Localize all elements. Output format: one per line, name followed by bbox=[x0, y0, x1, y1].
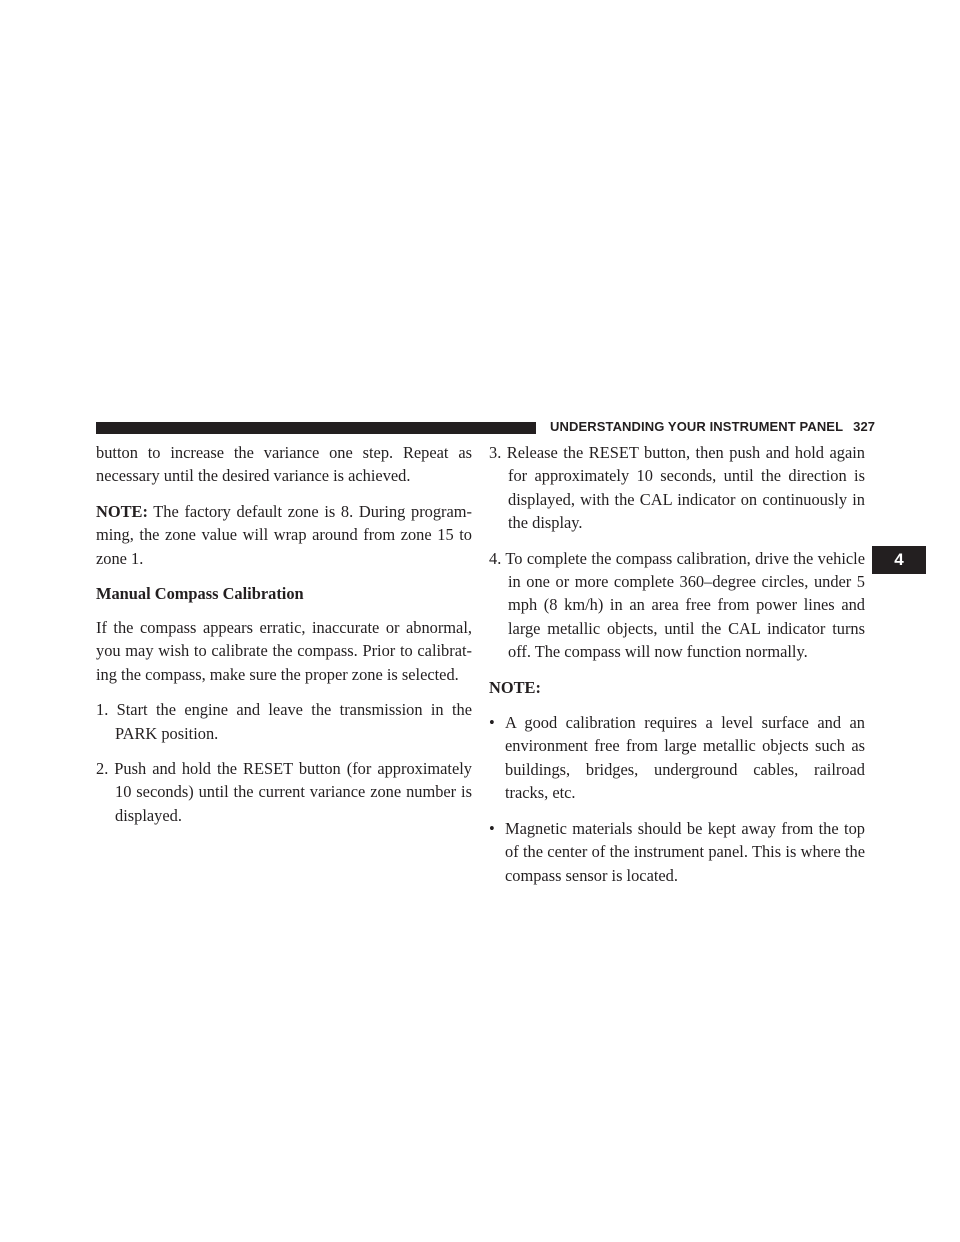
note-label: NOTE: bbox=[96, 501, 148, 521]
intro-paragraph: button to increase the variance one step. Repeat as necessary until the desired variance is achieved. bbox=[96, 443, 472, 486]
left-column bbox=[96, 441, 472, 839]
bullet-item bbox=[489, 817, 865, 887]
note-heading: NOTE: bbox=[489, 677, 541, 697]
step-item: 2. Push and hold the RESET button (for approximately 10 seconds) until the current variance zone number is displayed. bbox=[96, 759, 472, 825]
page-number: 327 bbox=[853, 419, 876, 434]
bullet-icon: • bbox=[489, 713, 495, 733]
calibration-intro-paragraph: If the compass appears erratic, inaccurate or abnormal, you may wish to calibrate the compass. Prior to calibrat-ing the compass, make sure the proper zone is selected. bbox=[96, 618, 472, 684]
header-rule bbox=[96, 422, 536, 434]
step-item: 4. To complete the compass calibration, drive the vehicle in one or more complete 360–degree circles, under 5 mph (8 km/h) in an area free from power lines and large metallic objects, until the CAL indicator turns off. The compass will now function normally. bbox=[489, 548, 865, 662]
section-heading: Manual Compass Calibration bbox=[96, 584, 304, 604]
step-item: 3. Release the RESET button, then push and hold again for approximately 10 seconds, until the direction is displayed, with the CAL indicator on continuously in the display. bbox=[489, 443, 865, 533]
note-text: The factory default zone is 8. During program-ming, the zone value will wrap around from zone 15 to zone 1. bbox=[96, 501, 472, 568]
note-paragraph bbox=[96, 500, 472, 570]
running-header bbox=[550, 419, 875, 434]
bullet-item bbox=[489, 711, 865, 805]
right-column bbox=[489, 441, 865, 899]
step-item: 1. Start the engine and leave the transmission in the PARK position. bbox=[96, 700, 472, 743]
bullet-icon: • bbox=[489, 818, 495, 838]
bullet-text: Magnetic materials should be kept away from the top of the center of the instrument panel. This is where the compass sensor is located. bbox=[505, 818, 865, 885]
chapter-tab: 4 bbox=[872, 546, 926, 574]
bullet-text: A good calibration requires a level surface and an environment free from large metallic objects such as buildings, bridges, underground cables, railroad tracks, etc. bbox=[505, 713, 865, 803]
header-title: UNDERSTANDING YOUR INSTRUMENT PANEL bbox=[550, 419, 844, 434]
